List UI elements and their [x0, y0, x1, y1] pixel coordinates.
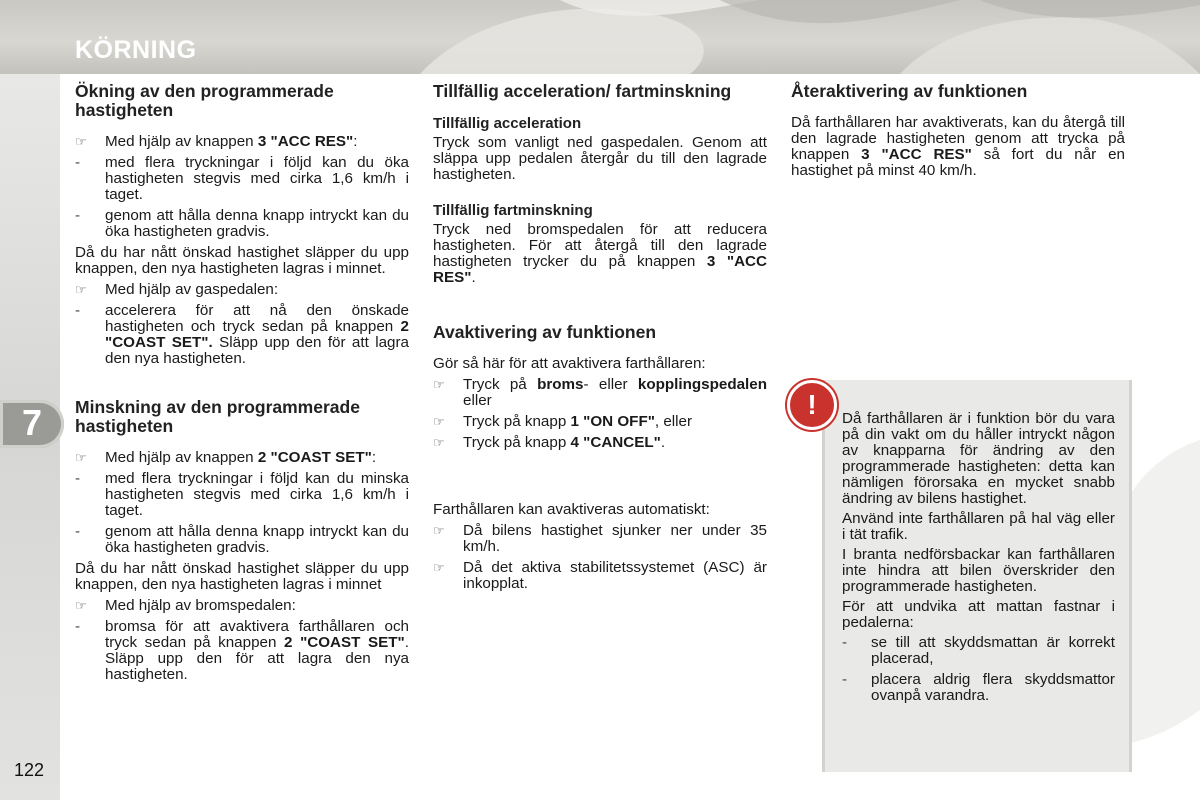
hand-pointer-icon: ☞ — [433, 523, 445, 538]
exclamation-warning-icon: ! — [787, 380, 837, 430]
warning-content — [842, 411, 1115, 709]
header-band — [0, 0, 1200, 74]
section-title-increase: Ökning av den programmerade hastigheten — [75, 81, 334, 120]
list-item: - genom att hålla denna knapp intryckt kan du öka hastigheten gradvis. — [75, 207, 409, 240]
button-ref: 2 "COAST SET" — [284, 634, 405, 651]
hand-pointer-icon: ☞ — [433, 414, 445, 429]
list-item: - genom att hålla denna knapp intryckt kan du öka hastigheten gradvis. — [75, 523, 409, 556]
list-item: ☞ Tryck på broms- eller kopplingspedalen eller — [433, 376, 767, 409]
list-item: ☞ Med hjälp av gaspedalen: — [75, 281, 279, 298]
dash-bullet: - — [842, 671, 848, 688]
hand-pointer-icon: ☞ — [75, 598, 87, 613]
dash-bullet: - — [75, 523, 81, 540]
paragraph: Tryck som vanligt ned gaspedalen. Genom att släppa upp pedalen återgår du till den lagrade hastigheten. — [433, 134, 767, 183]
hand-pointer-icon: ☞ — [433, 435, 445, 450]
hand-pointer-icon: ☞ — [75, 282, 87, 297]
page-title: KÖRNING — [75, 36, 197, 64]
list-item: ☞ Då det aktiva stabilitetssystemet (ASC) är inkopplat. — [433, 559, 767, 592]
dash-bullet: - — [842, 634, 848, 651]
button-ref: 3 "ACC RES" — [433, 253, 767, 286]
column-2 — [433, 82, 767, 597]
paragraph: Farthållaren kan avaktiveras automatiskt: — [433, 501, 710, 518]
button-ref: 4 "CANCEL" — [570, 434, 661, 451]
warning-paragraph: För att undvika att mattan fastnar i pedalerna: — [842, 598, 1115, 631]
warning-paragraph: Då farthållaren är i funktion bör du vara på din vakt om du håller intryckt någon av knapparna för ändring av den programmerade hastigheten: detta kan nämligen förorsaka en mycket snabb ändring av bilens hastighet. — [842, 410, 1115, 507]
button-ref: 2 "COAST SET". — [105, 318, 409, 351]
page-number: 122 — [14, 760, 45, 780]
dash-bullet: - — [75, 154, 81, 171]
warning-paragraph: I branta nedförsbackar kan farthållaren inte hindra att bilen överskrider den programmerade hastigheten. — [842, 546, 1115, 595]
dash-bullet: - — [75, 470, 81, 487]
list-item: ☞ Tryck på knapp 1 "ON OFF", eller — [433, 413, 693, 430]
subsection-title-deceleration: Tillfällig fartminskning — [433, 202, 593, 219]
section-title-reactivation: Återaktivering av funktionen — [791, 81, 1028, 101]
paragraph: Tryck ned bromspedalen för att reducera hastigheten. För att återgå till den lagrade hastigheten trycker du på knappen 3 "ACC RES". — [433, 221, 767, 286]
subsection-title-acceleration: Tillfällig acceleration — [433, 115, 582, 132]
list-item: ☞ Med hjälp av bromspedalen: — [75, 597, 296, 614]
chapter-number: 7 — [22, 402, 43, 443]
section-title-decrease: Minskning av den programmerade hastigheten — [75, 397, 360, 436]
warning-paragraph: Använd inte farthållaren på hal väg eller i tät trafik. — [842, 510, 1115, 543]
hand-pointer-icon: ☞ — [75, 134, 87, 149]
button-ref: 1 "ON OFF" — [570, 413, 655, 430]
list-item: - bromsa för att avaktivera farthållaren och tryck sedan på knappen 2 "COAST SET". Släpp upp den för att lagra den nya hastigheten. — [75, 618, 409, 683]
paragraph: Då du har nått önskad hastighet släpper du upp knappen, den nya hastigheten lagras i minnet — [75, 560, 409, 593]
button-ref: 3 "ACC RES" — [257, 133, 354, 150]
list-item: ☞ Då bilens hastighet sjunker ner under 35 km/h. — [433, 522, 767, 555]
list-item: - accelerera för att nå den önskade hastigheten och tryck sedan på knappen 2 "COAST SET". Släpp upp den för att lagra den nya hastigheten. — [75, 302, 409, 367]
section-title-deactivation: Avaktivering av funktionen — [433, 322, 657, 342]
hand-pointer-icon: ☞ — [433, 377, 445, 392]
list-item: ☞ Tryck på knapp 4 "CANCEL". — [433, 434, 666, 451]
hand-pointer-icon: ☞ — [433, 560, 445, 575]
list-item: - placera aldrig flera skyddsmattor ovanpå varandra. — [842, 671, 1115, 704]
dash-bullet: - — [75, 618, 81, 635]
button-ref: 2 "COAST SET" — [257, 449, 372, 466]
column-3 — [791, 82, 1125, 184]
dash-bullet: - — [75, 207, 81, 224]
list-item: ☞ Med hjälp av knappen 3 "ACC RES": — [75, 133, 358, 150]
hand-pointer-icon: ☞ — [75, 450, 87, 465]
paragraph: Då du har nått önskad hastighet släpper du upp knappen, den nya hastigheten lagras i minnet. — [75, 244, 409, 277]
list-item: - med flera tryckningar i följd kan du minska hastigheten stegvis med cirka 1,6 km/h i taget. — [75, 470, 409, 519]
list-item: ☞ Med hjälp av knappen 2 "COAST SET": — [75, 449, 377, 466]
button-ref: 3 "ACC RES" — [861, 146, 972, 163]
list-item: - se till att skyddsmattan är korrekt placerad, — [842, 634, 1115, 667]
dash-bullet: - — [75, 302, 81, 319]
paragraph: Då farthållaren har avaktiverats, kan du återgå till den lagrade hastigheten genom att trycka på knappen 3 "ACC RES" så fort du når en hastighet på minst 40 km/h. — [791, 114, 1125, 179]
section-title-temporary: Tillfällig acceleration/ fartminskning — [433, 81, 732, 101]
paragraph: Gör så här för att avaktivera farthållaren: — [433, 355, 706, 372]
column-1 — [75, 82, 409, 688]
list-item: - med flera tryckningar i följd kan du öka hastigheten stegvis med cirka 1,6 km/h i taget. — [75, 154, 409, 203]
